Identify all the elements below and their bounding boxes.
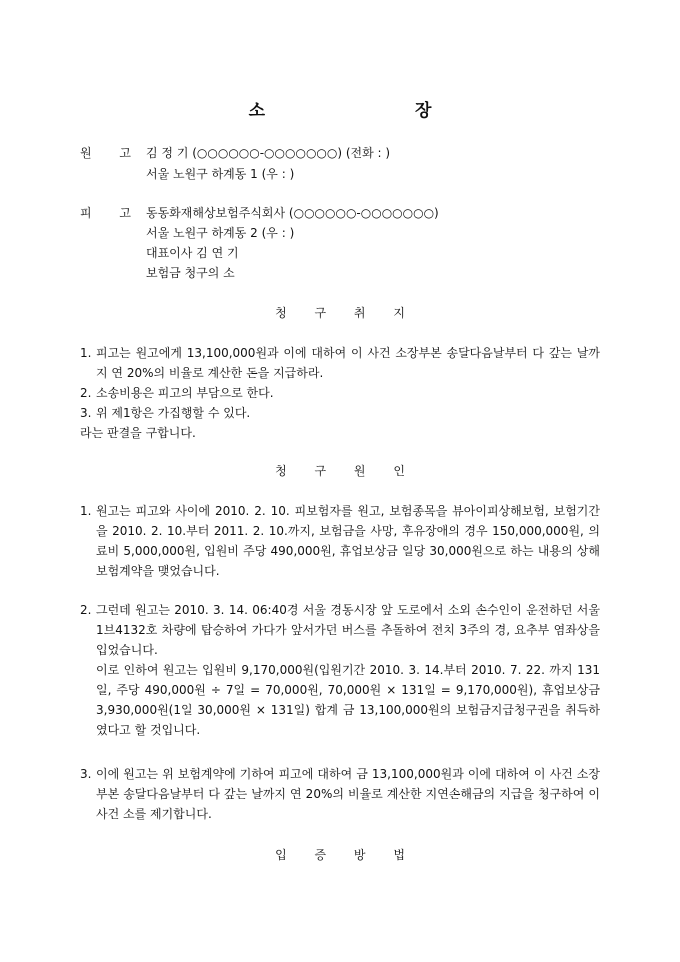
item-number: 3. xyxy=(80,406,92,420)
item-text-continued: 이로 인하여 원고는 입원비 9,170,000원(입원기간 2010. 3. 14.부터 2010. 7. 22. 까지 131일, 주당 490,000원 ÷ 7일 = 70,000원, 70,000원 × 131일 = 9,170,000원), 휴업보상금 3,930,000원(1일 30,000원 × 131일) 합계 금 13,100,000원의 보험금지급청구권을 취득하였다고 할 것입니다. xyxy=(96,663,600,737)
item-text: 피고는 원고에게 13,100,000원과 이에 대하여 이 사건 소장부본 송달다음날부터 다 갚는 날까지 연 20%의 비율로 계산한 돈을 지급하라. xyxy=(96,346,600,380)
claim-cause-item xyxy=(80,764,600,824)
item-number: 1. xyxy=(80,346,92,360)
plaintiff-name-line: 김 정 기 (○○○○○○-○○○○○○○) (전화 : ) xyxy=(146,146,391,160)
case-name: 보험금 청구의 소 xyxy=(146,266,235,280)
claim-purpose-item xyxy=(80,383,600,403)
evidence-heading: 입 증 방 법 xyxy=(275,848,417,862)
item-text: 그런데 원고는 2010. 3. 14. 06:40경 서울 경동시장 앞 도로에서 소외 손수인이 운전하던 서울 1브4132호 차량에 탑승하여 가다가 앞서가던 버스를 추돌하여 전치 3주의 경, 요추부 염좌상을 입었습니다. xyxy=(96,603,600,657)
document-title: 소 장 xyxy=(248,101,504,121)
item-text: 소송비용은 피고의 부담으로 한다. xyxy=(96,386,274,400)
item-number: 2. xyxy=(80,603,92,617)
defendant-ceo: 대표이사 김 연 기 xyxy=(146,246,239,260)
item-text: 위 제1항은 가집행할 수 있다. xyxy=(96,406,251,420)
defendant-address: 서울 노원구 하계동 2 (우 : ) xyxy=(146,226,295,240)
defendant-label: 피 고 xyxy=(80,206,143,220)
item-number: 1. xyxy=(80,504,92,518)
claim-purpose-heading: 청 구 취 지 xyxy=(275,306,417,320)
plaintiff-label: 원 고 xyxy=(80,146,143,160)
claim-cause-item xyxy=(80,600,600,740)
item-text: 원고는 피고와 사이에 2010. 2. 10. 피보험자를 원고, 보험종목을 뷰아이피상해보험, 보험기간을 2010. 2. 10.부터 2011. 2. 10.까지, 보험금을 사망, 후유장애의 경우 150,000,000원, 의료비 5,000,000원, 입원비 주당 490,000원, 휴업보상금 일당 30,000원으로 하는 내용의 상해보험계약을 맺었습니다. xyxy=(96,504,600,578)
claim-cause-item xyxy=(80,501,600,581)
item-number: 3. xyxy=(80,767,92,781)
claim-cause-heading: 청 구 원 인 xyxy=(275,464,417,478)
item-text: 이에 원고는 위 보험계약에 기하여 피고에 대하여 금 13,100,000원과 이에 대하여 이 사건 소장부본 송달다음날부터 다 갚는 날까지 연 20%의 비율로 계산한 지연손해금의 지급을 청구하여 이 사건 소를 제기합니다. xyxy=(96,767,600,821)
plaintiff-address: 서울 노원구 하계동 1 (우 : ) xyxy=(146,167,295,181)
defendant-name-line: 동동화재해상보험주식회사 (○○○○○○-○○○○○○○) xyxy=(146,206,439,220)
claim-purpose-closing: 라는 판결을 구합니다. xyxy=(80,426,196,440)
claim-purpose-item xyxy=(80,343,600,383)
claim-purpose-item xyxy=(80,403,600,423)
item-number: 2. xyxy=(80,386,92,400)
